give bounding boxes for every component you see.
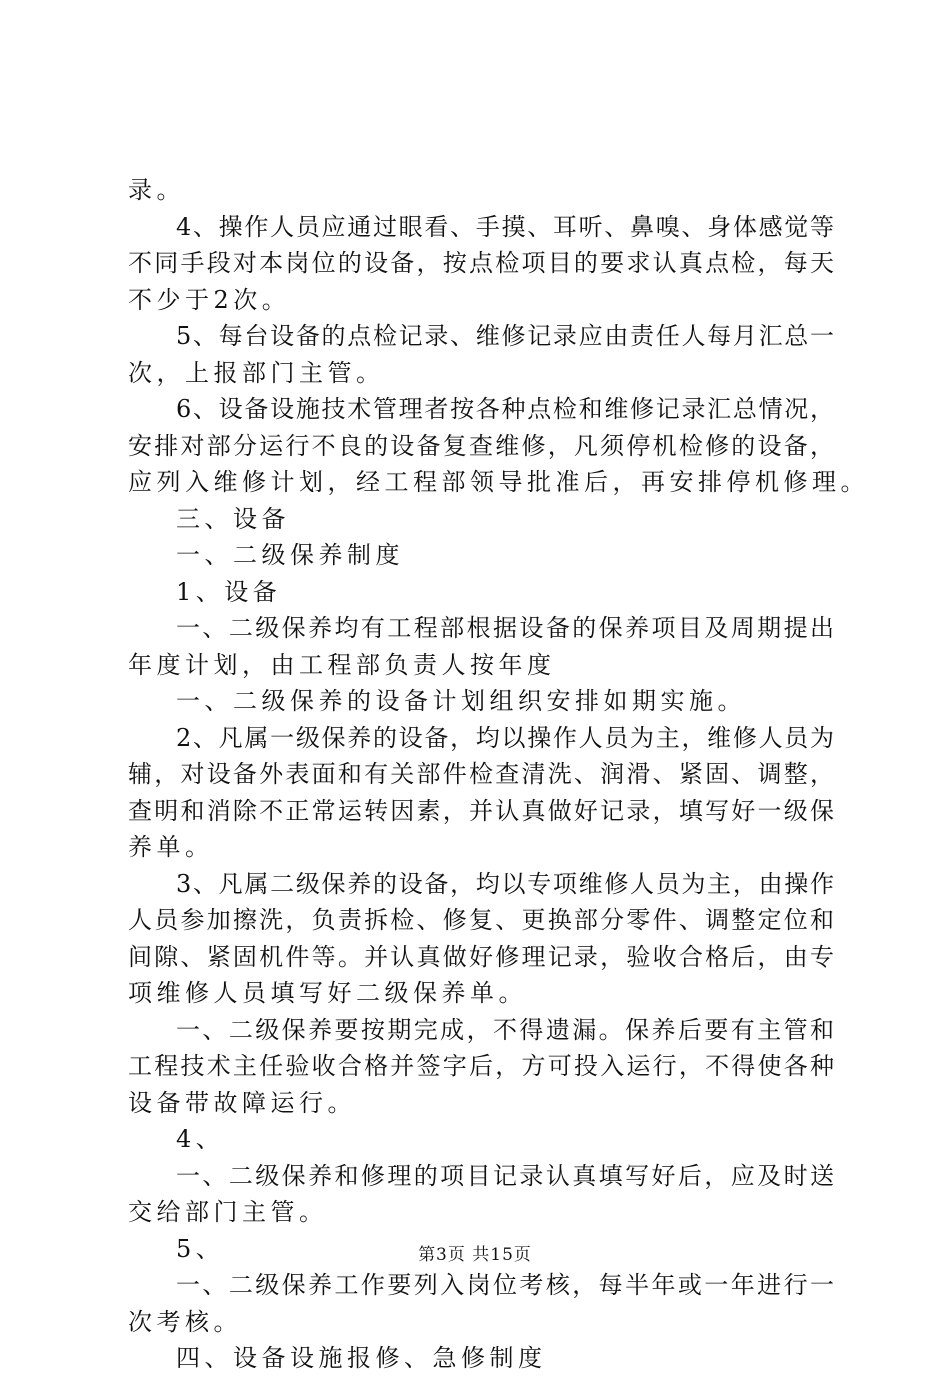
text-line: 一、二级保养均有工程部根据设备的保养项目及周期提出	[176, 614, 834, 642]
section-heading: 一、二级保养制度	[176, 541, 404, 569]
text-line: 2、凡属一级保养的设备，均以操作人员为主，维修人员为	[176, 723, 834, 752]
page-number: 第3页 共15页	[418, 1245, 532, 1265]
text-line: 1、设备	[176, 577, 282, 606]
text-line: 辅，对设备外表面和有关部件检查清洗、润滑、紧固、调整，	[128, 760, 834, 788]
text-line: 次，上报部门主管。	[128, 358, 385, 387]
text-line: 一、二级保养要按期完成，不得遗漏。保养后要有主管和	[176, 1015, 834, 1044]
text-line: 一、二级保养工作要列入岗位考核，每半年或一年进行一	[176, 1271, 834, 1299]
document-body	[128, 172, 869, 1377]
text-line: 一、二级保养的设备计划组织安排如期实施。	[176, 687, 746, 715]
text-line: 安排对部分运行不良的设备复查维修，凡须停机检修的设备，	[128, 431, 834, 460]
text-line: 项维修人员填写好二级保养单。	[128, 979, 527, 1007]
text-line: 查明和消除不正常运转因素，并认真做好记录，填写好一级保	[128, 796, 834, 825]
text-line: 应列入维修计划，经工程部领导批准后，再安排停机修理。	[128, 468, 869, 496]
text-line: 不少于2次。	[128, 285, 291, 314]
text-line: 不同手段对本岗位的设备，按点检项目的要求认真点检，每天	[128, 249, 834, 277]
text-line: 设备带故障运行。	[128, 1088, 356, 1117]
text-line: 次考核。	[128, 1307, 242, 1336]
text-line: 5、每台设备的点检记录、维修记录应由责任人每月汇总一	[176, 322, 834, 350]
text-line: 6、设备设施技术管理者按各种点检和维修记录汇总情况，	[176, 395, 834, 423]
text-line: 5、	[176, 1234, 225, 1263]
text-line: 人员参加擦洗，负责拆检、修复、更换部分零件、调整定位和	[128, 906, 834, 934]
section-heading: 三、设备	[176, 504, 290, 533]
text-line: 4、	[176, 1125, 225, 1153]
text-line: 工程技术主任验收合格并签字后，方可投入运行，不得使各种	[128, 1052, 834, 1080]
section-heading: 四、设备设施报修、急修制度	[176, 1344, 547, 1372]
text-line: 一、二级保养和修理的项目记录认真填写好后，应及时送	[176, 1161, 834, 1190]
text-line: 养单。	[128, 833, 214, 861]
text-line: 交给部门主管。	[128, 1198, 328, 1226]
text-line: 录。	[128, 176, 185, 204]
text-line: 4、操作人员应通过眼看、手摸、耳听、鼻嗅、身体感觉等	[176, 212, 834, 241]
text-line: 间隙、紧固机件等。并认真做好修理记录，验收合格后，由专	[128, 942, 834, 971]
text-line: 年度计划，由工程部负责人按年度	[128, 650, 556, 679]
text-line: 3、凡属二级保养的设备，均以专项维修人员为主，由操作	[176, 869, 834, 898]
